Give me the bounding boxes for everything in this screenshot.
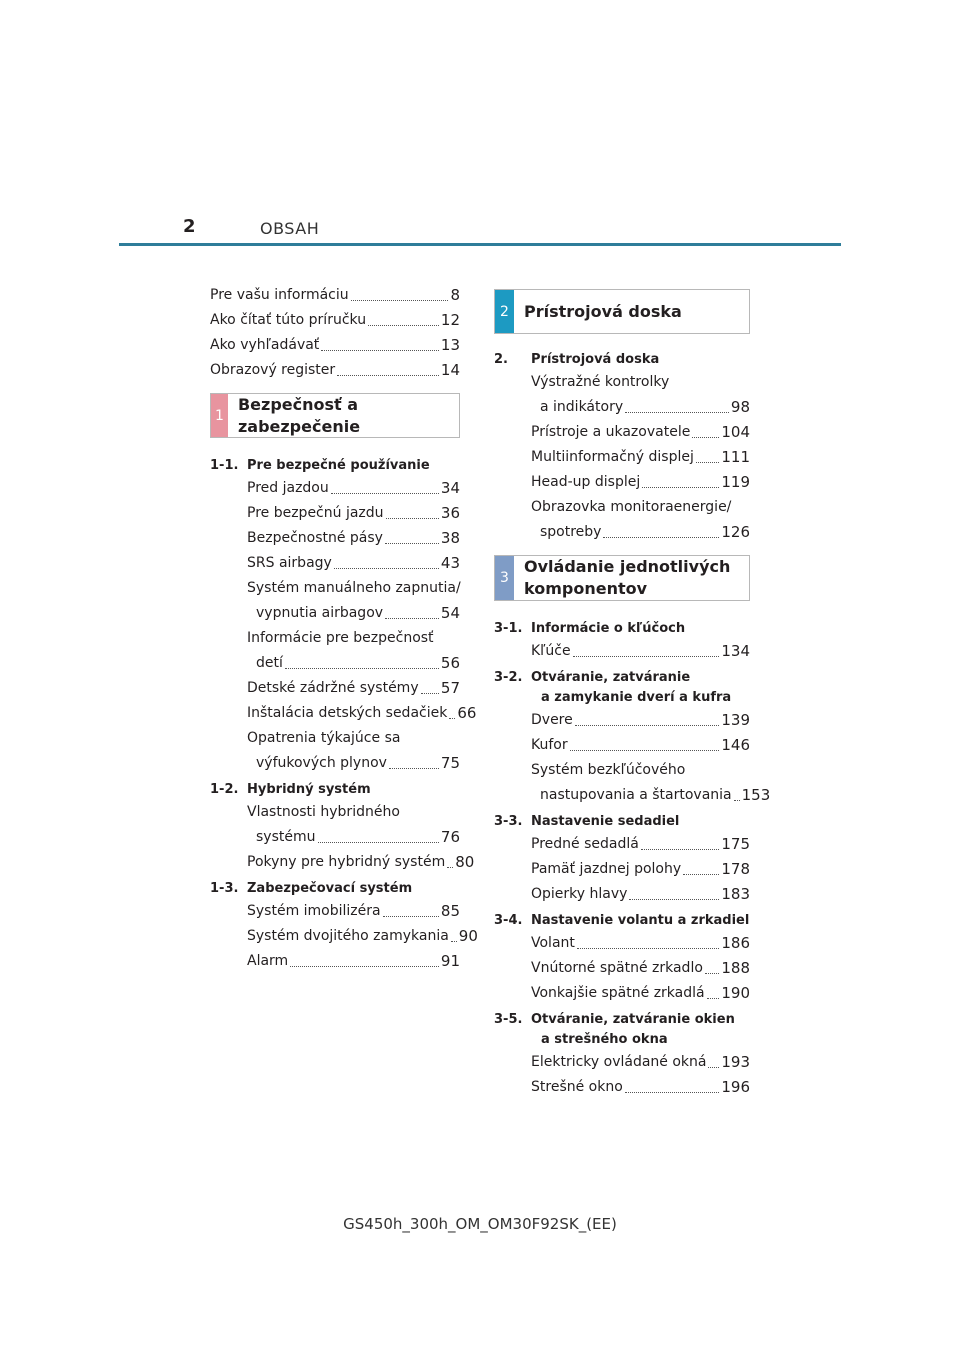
subsection-code: 3-2. <box>494 670 523 685</box>
toc-entry[interactable] <box>210 283 460 308</box>
leader-dots <box>625 1092 720 1093</box>
leader-dots <box>707 998 720 999</box>
toc-entry-page: 178 <box>721 860 750 878</box>
toc-entry-page: 43 <box>440 554 460 572</box>
toc-entry-label: Head-up displej <box>531 474 641 490</box>
subsection-heading[interactable] <box>210 780 460 800</box>
toc-entry-label: Systém imobilizéra <box>247 903 381 919</box>
toc-entry-page: 126 <box>721 523 750 541</box>
toc-entry-label: Alarm <box>247 953 289 969</box>
leader-dots <box>696 462 720 463</box>
toc-entry-label: Dvere <box>531 712 573 728</box>
subsection-code: 3-1. <box>494 621 523 636</box>
toc-entry-label: Pred jazdou <box>247 480 329 496</box>
toc-entry-label: Kufor <box>531 737 568 753</box>
toc-entry-page: 36 <box>440 504 460 522</box>
leader-dots <box>389 768 439 769</box>
toc-entry-page: 183 <box>721 885 750 903</box>
toc-entry-page: 186 <box>721 934 750 952</box>
toc-entry-label: Pre bezpečnú jazdu <box>247 505 384 521</box>
section-title-3-line2: komponentov <box>524 579 648 598</box>
toc-entry[interactable] <box>210 358 460 383</box>
toc-entry-page: 190 <box>721 984 750 1002</box>
section-heading-3[interactable] <box>494 555 750 601</box>
toc-entry-label: SRS airbagy <box>247 555 332 571</box>
toc-entry[interactable] <box>210 751 460 776</box>
leader-dots <box>386 518 439 519</box>
toc-entry[interactable] <box>210 899 460 924</box>
toc-entry-label: Ako vyhľadávať <box>210 337 320 353</box>
toc-entry[interactable] <box>210 601 460 626</box>
toc-entry[interactable] <box>210 949 460 974</box>
toc-entry-line1: Obrazovka monitoraenergie/ <box>531 499 732 515</box>
subsection-title-cont: a zamykanie dverí a kufra <box>541 690 732 705</box>
toc-entry-page: 119 <box>721 473 750 491</box>
toc-entry-page: 193 <box>721 1053 750 1071</box>
toc-entry-line1: Informácie pre bezpečnosť <box>247 630 434 646</box>
subsection-heading[interactable] <box>494 1010 750 1050</box>
leader-dots <box>708 1067 719 1068</box>
subsection-title: Otváranie, zatváranie <box>531 670 691 685</box>
leader-dots <box>383 916 439 917</box>
leader-dots <box>447 867 453 868</box>
leader-dots <box>334 568 439 569</box>
toc-entry-label: Inštalácia detských sedačiek <box>247 705 448 721</box>
subsection-title: Hybridný systém <box>247 782 371 797</box>
toc-entry-page: 90 <box>458 927 478 945</box>
section-tab-3: 3 <box>495 556 514 600</box>
toc-entry-page: 91 <box>440 952 460 970</box>
toc-entry-page: 76 <box>440 828 460 846</box>
toc-entry-line1: Systém manuálneho zapnutia/ <box>247 580 461 596</box>
leader-dots <box>331 493 439 494</box>
subsection-title: Informácie o kľúčoch <box>531 621 686 636</box>
toc-entry-label: Obrazový register <box>210 362 336 378</box>
toc-entry-page: 80 <box>455 853 475 871</box>
toc-entry-page: 38 <box>440 529 460 547</box>
toc-entry-label: Prístroje a ukazovatele <box>531 424 691 440</box>
toc-entry[interactable] <box>494 783 771 808</box>
leader-dots <box>290 966 439 967</box>
toc-entry-line1: Vlastnosti hybridného <box>247 804 400 820</box>
toc-entry-page: 146 <box>721 736 750 754</box>
toc-entry-label: Detské zádržné systémy <box>247 680 419 696</box>
subsection-heading[interactable] <box>494 350 750 370</box>
leader-dots <box>385 543 439 544</box>
toc-entry-label: Pamäť jazdnej polohy <box>531 861 682 877</box>
section-heading-2[interactable] <box>494 289 750 334</box>
left-column <box>210 283 478 974</box>
section-title-2: Prístrojová doska <box>524 301 682 321</box>
toc-entry[interactable] <box>210 476 460 501</box>
toc-entry-label: výfukových plynov <box>256 755 387 771</box>
page-title: OBSAH <box>260 219 320 238</box>
leader-dots <box>625 412 729 413</box>
footer-document-code: GS450h_300h_OM_OM30F92SK_(EE) <box>343 1215 617 1233</box>
toc-entry-page: 98 <box>730 398 750 416</box>
toc-entry[interactable] <box>210 701 477 726</box>
subsection-code: 1-1. <box>210 458 239 473</box>
section-tab-1: 1 <box>211 394 228 437</box>
toc-entry-line1: Výstražné kontrolky <box>531 374 670 390</box>
toc-entry[interactable] <box>494 733 750 758</box>
toc-entry[interactable] <box>210 308 460 333</box>
toc-entry[interactable] <box>494 708 750 733</box>
toc-entry[interactable] <box>494 832 750 857</box>
header-rule <box>119 243 841 246</box>
leader-dots <box>641 849 720 850</box>
leader-dots <box>683 874 719 875</box>
toc-entry-label: Pre vašu informáciu <box>210 287 349 303</box>
subsection-title: Prístrojová doska <box>531 352 660 367</box>
toc-entry-label: Elektricky ovládané okná <box>531 1054 707 1070</box>
leader-dots <box>321 350 439 351</box>
section-title-3-line1: Ovládanie jednotlivých <box>524 557 731 576</box>
toc-entry-label: detí <box>256 655 283 671</box>
toc-entry[interactable] <box>210 501 460 526</box>
toc-entry-page: 13 <box>440 336 460 354</box>
toc-entry-label: Systém dvojitého zamykania <box>247 928 449 944</box>
subsection-heading[interactable] <box>494 911 750 931</box>
section-tab-2: 2 <box>495 290 514 333</box>
section-title-3 <box>514 556 730 600</box>
subsection-title: Zabezpečovací systém <box>247 881 413 896</box>
leader-dots <box>629 899 719 900</box>
subsection-title: Pre bezpečné používanie <box>247 458 430 473</box>
toc-entry-page: 111 <box>721 448 750 466</box>
toc-entry[interactable] <box>210 924 478 949</box>
subsection-title: Nastavenie sedadiel <box>531 814 680 829</box>
subsection-title: Otváranie, zatváranie okien <box>531 1012 735 1027</box>
subsection-heading[interactable] <box>494 668 750 708</box>
leader-dots <box>449 718 455 719</box>
subsection-heading[interactable] <box>494 812 750 832</box>
toc-entry-page: 134 <box>721 642 750 660</box>
leader-dots <box>575 725 720 726</box>
toc-entry[interactable] <box>210 825 460 850</box>
toc-entry-page: 139 <box>721 711 750 729</box>
toc-entry[interactable] <box>494 445 750 470</box>
subsection-code: 3-4. <box>494 913 523 928</box>
leader-dots <box>642 487 719 488</box>
toc-entry[interactable] <box>494 470 750 495</box>
toc-entry-label: Vnútorné spätné zrkadlo <box>531 960 703 976</box>
toc-entry-page: 188 <box>721 959 750 977</box>
leader-dots <box>573 656 720 657</box>
toc-entry[interactable] <box>210 676 460 701</box>
toc-entry[interactable] <box>494 882 750 907</box>
toc-entry-label: Ako čítať túto príručku <box>210 312 367 328</box>
toc-entry[interactable] <box>210 526 460 551</box>
leader-dots <box>351 300 449 301</box>
leader-dots <box>570 750 720 751</box>
toc-entry[interactable] <box>494 956 750 981</box>
leader-dots <box>285 668 439 669</box>
toc-entry-page: 57 <box>440 679 460 697</box>
toc-entry-label: Opierky hlavy <box>531 886 628 902</box>
toc-entry-label: vypnutia airbagov <box>256 605 384 621</box>
leader-dots <box>421 693 439 694</box>
subsection-heading[interactable] <box>494 619 750 639</box>
toc-entry-page: 153 <box>741 786 771 804</box>
toc-entry[interactable] <box>494 1050 750 1075</box>
toc-entry-label: a indikátory <box>540 399 624 415</box>
leader-dots <box>368 325 439 326</box>
subsection-code: 3-3. <box>494 814 523 829</box>
toc-entry[interactable] <box>210 333 460 358</box>
subsection-code: 1-3. <box>210 881 239 896</box>
toc-entry-label: Pokyny pre hybridný systém <box>247 854 446 870</box>
section-title-1: Bezpečnosť a zabezpečenie <box>237 394 361 436</box>
toc-entry-page: 14 <box>440 361 460 379</box>
toc-entry-label: Bezpečnostné pásy <box>247 530 383 546</box>
toc-entry[interactable] <box>210 551 460 576</box>
toc-entry-page: 175 <box>721 835 750 853</box>
subsection-code: 3-5. <box>494 1012 523 1027</box>
right-column <box>494 283 771 1100</box>
subsection-title-cont: a strešného okna <box>541 1032 668 1047</box>
toc-entry-label: Strešné okno <box>531 1079 623 1095</box>
toc-entry-page: 196 <box>721 1078 750 1096</box>
leader-dots <box>337 375 439 376</box>
toc-entry-page: 34 <box>440 479 460 497</box>
toc-entry-label: Multiinformačný displej <box>531 449 694 465</box>
toc-entry-page: 54 <box>440 604 460 622</box>
toc-entry-label: nastupovania a štartovania <box>540 787 732 803</box>
leader-dots <box>577 948 719 949</box>
toc-entry-label: Volant <box>531 935 575 951</box>
leader-dots <box>451 941 457 942</box>
toc-entry-page: 75 <box>440 754 460 772</box>
subsection-code: 1-2. <box>210 782 239 797</box>
toc-entry-page: 104 <box>721 423 750 441</box>
leader-dots <box>692 437 719 438</box>
toc-entry-page: 12 <box>440 311 460 329</box>
toc-entry-page: 56 <box>440 654 460 672</box>
section-heading-1[interactable] <box>210 393 460 438</box>
toc-entry-line1: Opatrenia týkajúce sa <box>247 730 401 746</box>
subsection-code: 2. <box>494 352 508 367</box>
toc-entry-page: 66 <box>457 704 477 722</box>
leader-dots <box>734 800 740 801</box>
leader-dots <box>705 973 719 974</box>
toc-entry-label: Predné sedadlá <box>531 836 639 852</box>
toc-entry-line1: Systém bezkľúčového <box>531 762 686 778</box>
toc-entry[interactable] <box>494 639 750 664</box>
toc-entry[interactable] <box>494 1075 750 1100</box>
leader-dots <box>603 537 719 538</box>
page-number: 2 <box>183 216 196 237</box>
subsection-heading[interactable] <box>210 879 460 899</box>
leader-dots <box>318 842 439 843</box>
toc-entry[interactable] <box>494 857 750 882</box>
toc-entry-label: spotreby <box>540 524 602 540</box>
toc-entry[interactable] <box>210 651 460 676</box>
toc-entry-label: systému <box>256 829 316 845</box>
toc-entry-page: 85 <box>440 902 460 920</box>
subsection-title: Nastavenie volantu a zrkadiel <box>531 913 750 928</box>
toc-entry[interactable] <box>494 420 750 445</box>
toc-entry[interactable] <box>494 520 750 545</box>
leader-dots <box>385 618 439 619</box>
subsection-heading[interactable] <box>210 456 460 476</box>
toc-entry-page: 8 <box>450 286 460 304</box>
toc-entry-label: Kľúče <box>531 643 571 659</box>
toc-entry[interactable] <box>494 981 750 1006</box>
toc-entry[interactable] <box>494 931 750 956</box>
toc-entry[interactable] <box>210 850 475 875</box>
toc-entry[interactable] <box>494 395 750 420</box>
toc-entry-label: Vonkajšie spätné zrkadlá <box>531 985 705 1001</box>
